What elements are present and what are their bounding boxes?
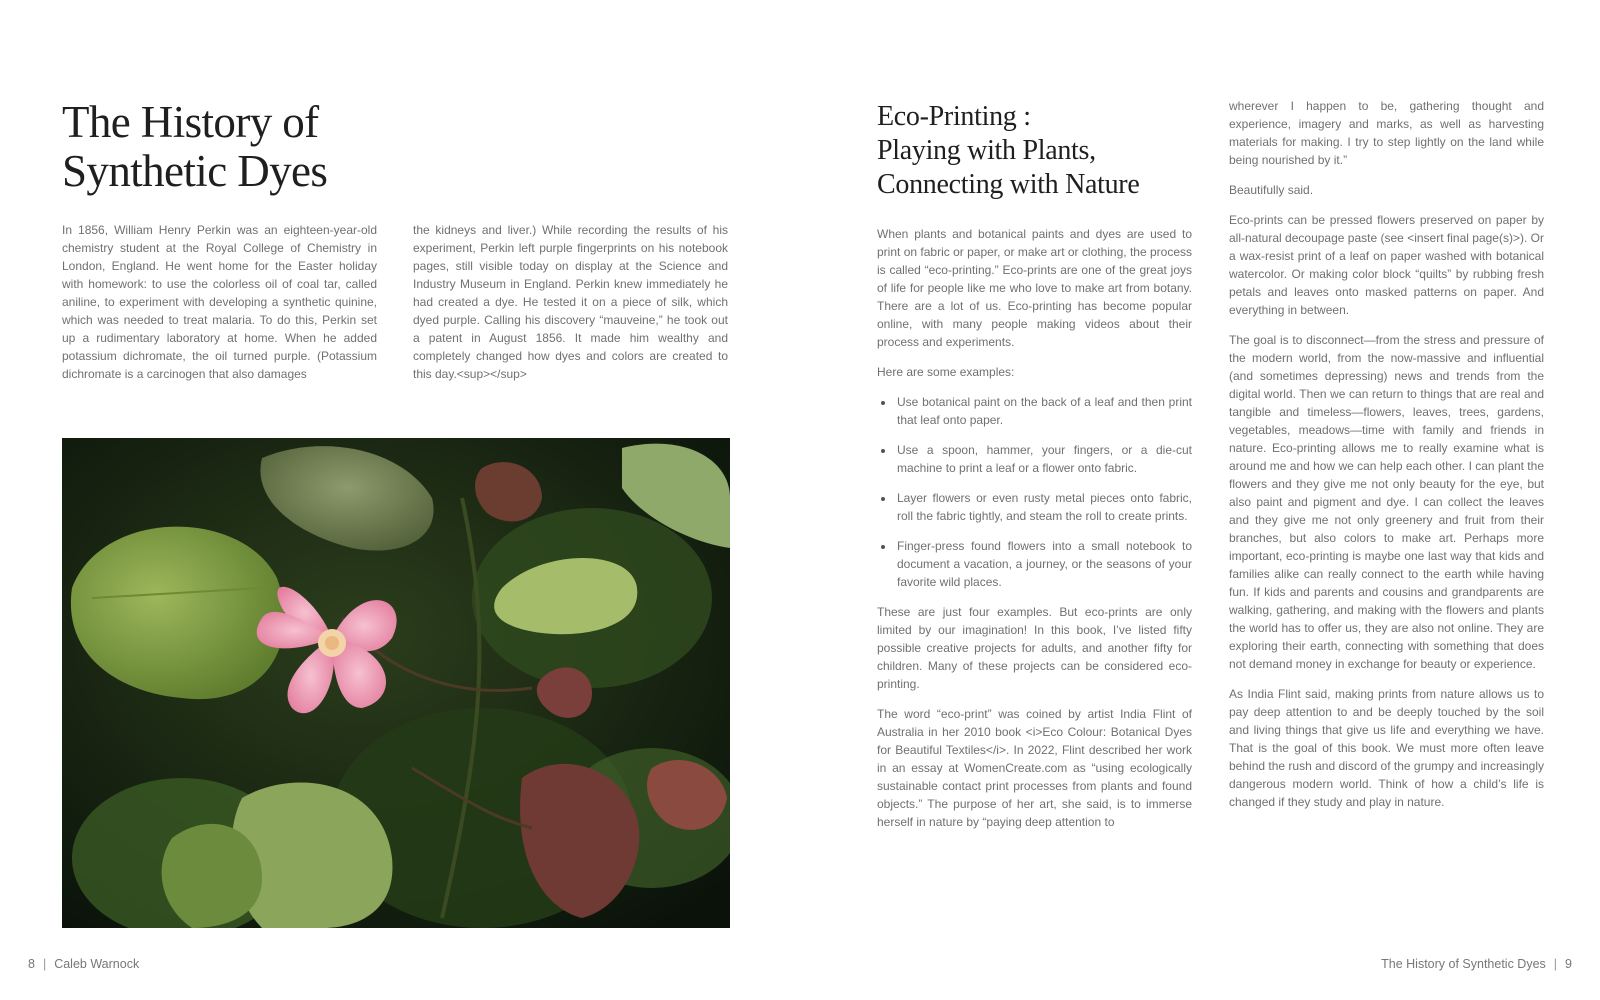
running-title: The History of Synthetic Dyes: [1381, 957, 1546, 971]
right-title-line-2: Playing with Plants,: [877, 135, 1096, 166]
flint-quote-continued: wherever I happen to be, gathering thought and experience, imagery and marks, as well as harvesting materials for making. I try to step lightly on the land while being nourished by it.”: [1229, 99, 1544, 167]
right-page-title: [877, 100, 1207, 202]
left-title-line-2: Synthetic Dyes: [62, 146, 328, 196]
four-examples-paragraph: These are just four examples. But eco-prints are only limited by our imagination! In this book, I’ve listed fifty possible creative projects for adults, and another fifty for children. Many of these projects can be considered eco-printing.: [877, 605, 1192, 691]
closing-paragraph: As India Flint said, making prints from nature allows us to pay deep attention to and be deeply touched by the soil and living things that give us life and everything we have. That is the goal of this book. We must more often leave behind the rush and discord of the grumpy and increasingly dangerous modern world. Think of how a child’s life is changed if they study and play in nature.: [1229, 687, 1544, 809]
list-item: • Finger-press found flowers into a small notebook to document a vacation, a journey, or the seasons of your favorite wild places.: [895, 537, 1192, 591]
left-page-footer: [28, 957, 139, 971]
examples-list: [877, 393, 1192, 591]
cotton-plant-photo-icon: [62, 438, 730, 928]
left-page-title: [62, 98, 482, 196]
right-title-line-3: Connecting with Nature: [877, 169, 1140, 200]
beautifully-said: Beautifully said.: [1229, 183, 1314, 197]
footer-separator: |: [42, 957, 47, 971]
india-flint-paragraph: The word “eco-print” was coined by artist India Flint of Australia in her 2010 book <i>Eco Colour: Botanical Dyes for Beautiful Textiles</i>. In 2022, Flint described her work in an essay at WomenCreate.com as “using ecologically sustainable contact print processes from plants and found objects.” The purpose of her art, she said, is to immerse herself in nature by “paying deep attention to: [877, 707, 1192, 829]
right-column-1: [877, 225, 1192, 843]
left-col2-paragraph: the kidneys and liver.) While recording the results of his experiment, Perkin left purple fingerprints on his notebook pages, still visible today on display at the Science and Industry Museum in England. Perkin knew immediately he had created a dye. He tested it on a piece of silk, which dyed purple. Calling his discovery “mauveine,” he took out a patent in August 1856. It made him wealthy and completely changed how dyes and colors are created to this day.<sup></sup>: [413, 223, 728, 381]
left-column-1: [62, 221, 377, 395]
footer-author: Caleb Warnock: [54, 957, 140, 971]
footer-separator: |: [1553, 957, 1558, 971]
right-column-2: [1229, 97, 1544, 823]
right-page-number: 9: [1565, 957, 1572, 971]
left-col1-paragraph: In 1856, William Henry Perkin was an eighteen-year-old chemistry student at the Royal College of Chemistry in London, England. He went home for the Easter holiday with homework: to use the colorless oil of coal tar, called aniline, to experiment with developing a synthetic quinine, which was needed to treat malaria. To do this, Perkin set up a rudimentary laboratory at home. When he added potassium dichromate, the oil turned purple. (Potassium dichromate is a carcinogen that also damages: [62, 223, 377, 381]
list-item: • Use botanical paint on the back of a leaf and then print that leaf onto paper.: [895, 393, 1192, 429]
examples-lead: Here are some examples:: [877, 365, 1015, 379]
left-page-number: 8: [28, 957, 35, 971]
cotton-flower-photo: [62, 438, 730, 928]
eco-print-intro: When plants and botanical paints and dyes are used to print on fabric or paper, or make art or clothing, the process is called “eco-printing.” Eco-prints are one of the great joys of life for people like me who love to make art from botany. There are a lot of us. Eco-printing has become popular online, with many people making videos about their process and experiments.: [877, 227, 1192, 349]
left-title-line-1: The History of: [62, 97, 319, 147]
list-item: • Use a spoon, hammer, your fingers, or a die-cut machine to print a leaf or a flower onto fabric.: [895, 441, 1192, 477]
left-column-2: [413, 221, 728, 395]
eco-prints-types-paragraph: Eco-prints can be pressed flowers preserved on paper by all-natural decoupage paste (see <insert final page(s)>). Or a wax-resist print of a leaf on paper washed with botanical watercolor. Or making color block “quilts” by rubbing fresh petals and leaves onto masked patterns on paper. And everything in between.: [1229, 213, 1544, 317]
right-title-line-1: Eco-Printing :: [877, 101, 1031, 132]
right-page-footer: [1381, 957, 1572, 971]
list-item: • Layer flowers or even rusty metal pieces onto fabric, roll the fabric tightly, and steam the roll to create prints.: [895, 489, 1192, 525]
disconnect-goal-paragraph: The goal is to disconnect—from the stress and pressure of the modern world, from the now-massive and influential (and sometimes depressing) news and trends from the digital world. Then we can return to things that are real and tangible and timeless—flowers, leaves, trees, gardens, vegetables, meadows—time with family and friends in nature. Eco-printing allows me to really examine what is around me and how we can help each other. I can plant the flowers and they give me not only beauty for the eye, but also paint and pigment and dye. I can collect the leaves and they give me not only greenery and fruit from their branches, but also colors to make art. Perhaps more important, eco-printing is maybe one last way that kids and families alike can really connect to the earth while having fun. If kids and parents and cousins and grandparents are walking, gathering, and making with the flowers and plants the world has to offer us, they are also not online. They are exploring their earth, connecting with something that does not demand money in exchange for beauty or experience.: [1229, 333, 1544, 671]
